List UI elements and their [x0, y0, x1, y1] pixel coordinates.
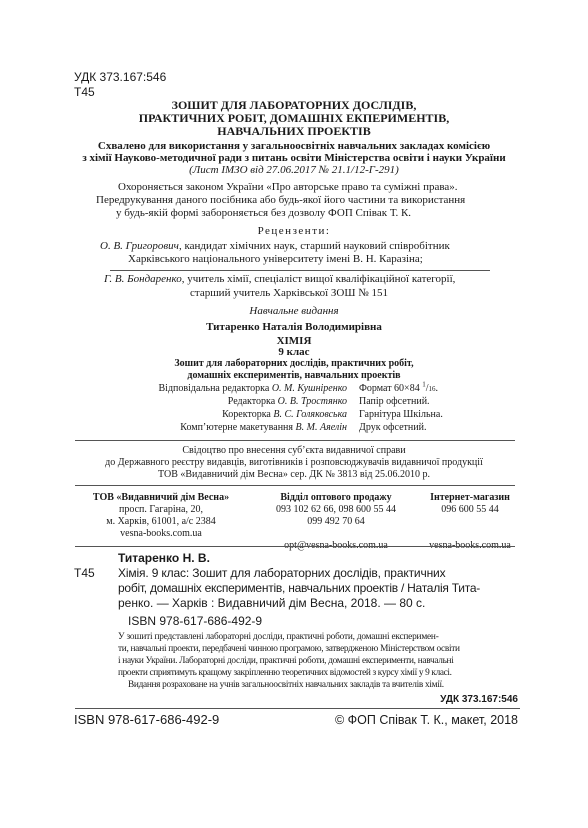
publisher-address: просп. Гагаріна, 20,: [119, 504, 203, 515]
credit-person: О. М. Кушніренко: [271, 383, 347, 394]
footer-copyright: © ФОП Співак Т. К., макет, 2018: [334, 713, 518, 727]
reviewer-1-affiliation: Харківського національного університету імені В. Н. Каразіна;: [128, 253, 423, 265]
reviewer-2-title: , учитель хімії, спеціаліст вищої кваліфікаційної категорії,: [181, 273, 456, 285]
card-description: Хімія. 9 клас: Зошит для лабораторних дослідів, практичних: [118, 566, 446, 580]
publisher-city: м. Харків, 61001, а/с 2384: [106, 516, 216, 527]
card-author: Титаренко Н. В.: [118, 551, 210, 565]
divider: [110, 270, 490, 271]
spec-typeface: Гарнітура Шкільна.: [359, 409, 443, 420]
divider: [75, 485, 515, 486]
card-description: робіт, домашніх експериментів, навчальних проектів / Наталія Тита-: [118, 581, 481, 595]
credit-person: В. М. Аяелін: [295, 422, 347, 433]
credit-row: [60, 396, 347, 408]
credit-person: В. С. Голяковська: [273, 409, 347, 420]
approval-letter: (Лист ІМЗО від 27.06.2017 № 21.1/12-Г-291): [189, 164, 399, 176]
annotation-line: ти, навчальні проекти, передбачені чинною програмою, затвердженою Міністерством освіти: [118, 644, 460, 654]
credit-person: О. В. Тростянко: [277, 396, 347, 407]
format-numerator: 1: [422, 380, 426, 389]
shop-block: [410, 492, 530, 552]
approval-line: з хімії Науково-методичної ради з питань освіти Міністерства освіти і науки України: [82, 152, 506, 164]
wholesale-block: [246, 492, 426, 552]
divider: [75, 546, 515, 547]
registration-line: Свідоцтво про внесення суб’єкта видавничої справи: [182, 445, 406, 456]
spec-format: Формат 60×84 $^1$/16.: [359, 380, 438, 394]
reviewer-1-title: , кандидат хімічних наук, старший науковий співробітник: [178, 240, 450, 252]
copyright-line: Передрукування даного посібника або будь-якої його частини та використання: [96, 194, 466, 206]
card-udk: УДК 373.167:546: [440, 694, 518, 705]
title-line: НАВЧАЛЬНИХ ПРОЕКТІВ: [217, 124, 371, 138]
reviewer-2-affiliation: старший учитель Харківської ЗОШ № 151: [190, 287, 388, 299]
copyright-line: Охороняється законом України «Про авторське право та суміжні права».: [118, 181, 458, 193]
publisher-site: vesna-books.com.ua: [120, 528, 202, 539]
edition-type: Навчальне видання: [249, 305, 339, 317]
reviewer-1-name: О. В. Григорович: [100, 240, 179, 252]
publisher-name: ТОВ «Видавничий дім Весна»: [92, 492, 230, 503]
wholesale-phone: 099 492 70 64: [307, 516, 365, 527]
reviewer-2: [104, 273, 455, 286]
spec-paper: Папір офсетний.: [359, 396, 430, 407]
annotation-line: Видання розраховане на учнів загальноосвітніх навчальних закладів та вчителів хімії.: [128, 680, 444, 690]
credit-role: Комп’ютерне макетування: [180, 422, 294, 433]
card-code: Т45: [74, 566, 95, 580]
spec-printing: Друк офсетний.: [359, 422, 427, 433]
annotation-line: і науки України. Лабораторні досліди, практичні роботи, домашні експерименти, навчальні: [118, 656, 454, 666]
title-line: ЗОШИТ ДЛЯ ЛАБОРАТОРНИХ ДОСЛІДІВ,: [171, 98, 417, 112]
reviewer-2-name: Г. В. Бондаренко: [104, 273, 182, 285]
reviewers-heading: Рецензенти:: [257, 225, 331, 237]
reviewer-1: [100, 240, 450, 253]
copyright-line: у будь-якій формі забороняється без дозволу ФОП Співак Т. К.: [116, 207, 412, 219]
registration-line: до Державного реєстру видавців, виготівників і розповсюджувачів видавничої продукції: [105, 457, 483, 468]
bbk-code: Т45: [74, 85, 95, 99]
credit-role: Редакторка: [227, 396, 276, 407]
footer-isbn: ISBN 978-617-686-492-9: [74, 712, 220, 727]
shop-heading: Інтернет-магазин: [430, 492, 510, 503]
shop-phone: 096 600 55 44: [441, 504, 499, 515]
card-description: ренко. — Харків : Видавничий дім Весна, 2018. — 80 с.: [118, 596, 426, 610]
title-line: ПРАКТИЧНИХ РОБІТ, ДОМАШНІХ ЕКПЕРИМЕНТІВ,: [138, 111, 450, 125]
registration-line: ТОВ «Видавничий дім Весна» сер. ДК № 3813 від 25.06.2010 р.: [158, 469, 430, 480]
wholesale-phones: 093 102 62 66, 098 600 55 44: [276, 504, 396, 515]
udk-code: УДК 373.167:546: [74, 70, 167, 84]
wholesale-email: opt@vesna-books.com.ua: [284, 540, 388, 551]
credit-row: [60, 383, 347, 395]
credit-role: Відповідальна редакторка: [158, 383, 270, 394]
annotation-line: проекти сприятимуть кращому закріпленню теоретичних відомостей з курсу хімії у 9 класі.: [118, 668, 452, 678]
format-denominator: 16: [428, 385, 436, 393]
wholesale-heading: Відділ оптового продажу: [280, 492, 392, 503]
annotation-line: У зошиті представлені лабораторні досліди, практичні роботи, домашні експеримен-: [118, 632, 439, 642]
grade: 9 клас: [278, 346, 310, 358]
shop-site: vesna-books.com.ua: [429, 540, 511, 551]
subject: ХІМІЯ: [276, 335, 312, 347]
author-full-name: Титаренко Наталія Володимирівна: [206, 321, 382, 333]
divider: [75, 440, 515, 441]
divider: [75, 708, 520, 709]
publisher-block: [76, 492, 246, 540]
card-isbn: ISBN 978-617-686-492-9: [128, 614, 263, 628]
credit-row: [60, 422, 347, 434]
subtitle-line: Зошит для лабораторних дослідів, практичних робіт,: [174, 358, 414, 369]
credit-role: Коректорка: [222, 409, 271, 420]
approval-line: Схвалено для використання у загальноосвітніх навчальних закладах комісією: [97, 140, 491, 152]
subtitle-line: домашніх експериментів, навчальних проектів: [187, 370, 401, 381]
format-size: Формат 60×84: [359, 383, 420, 394]
credit-row: [60, 409, 347, 421]
